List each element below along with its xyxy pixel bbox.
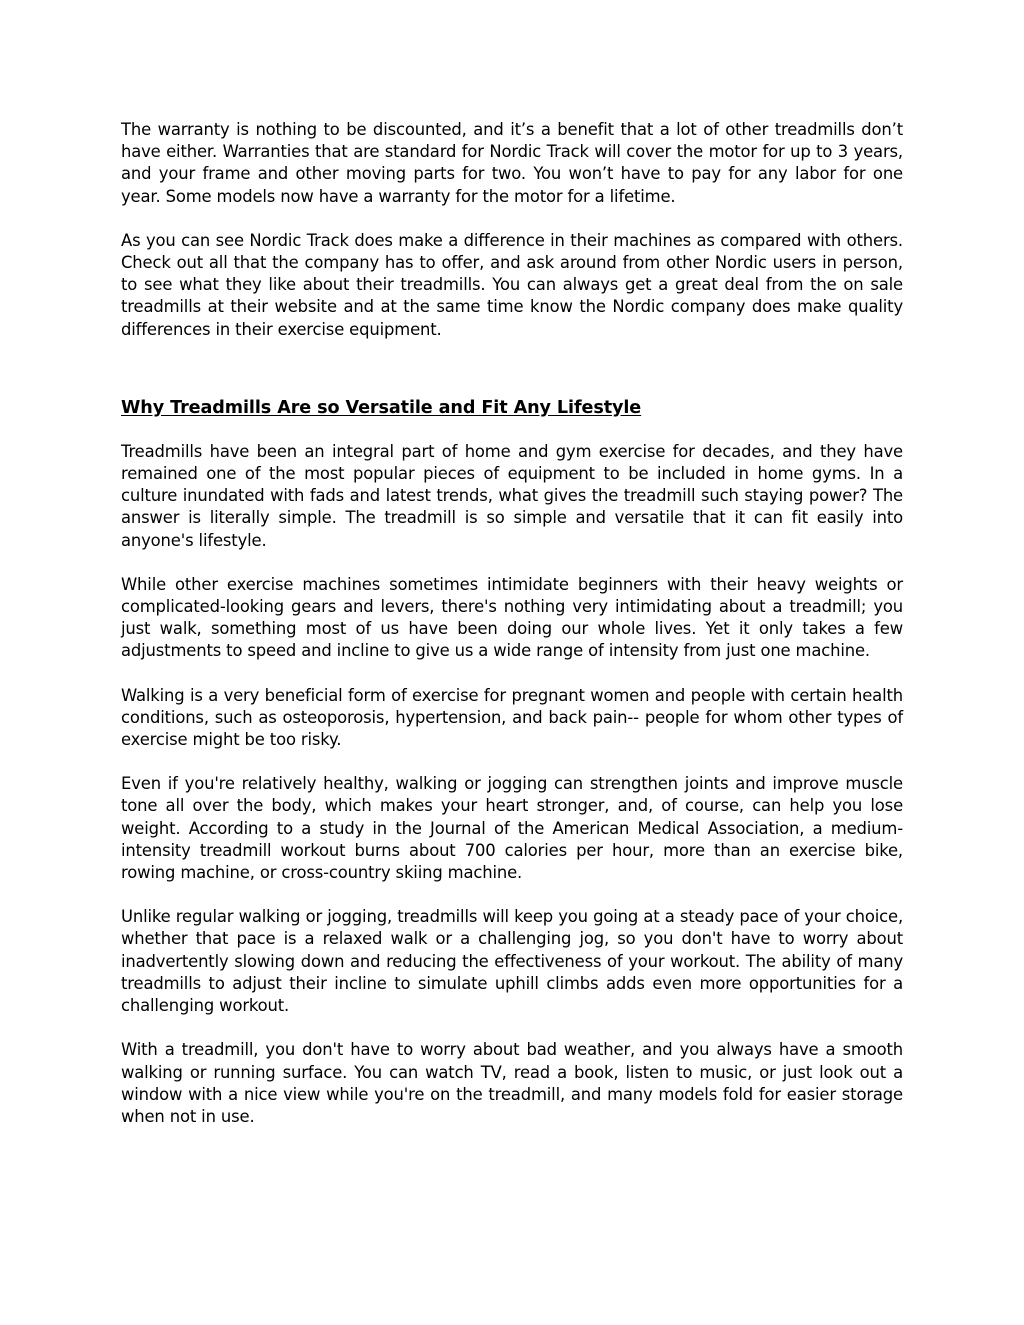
section-paragraph-5: Unlike regular walking or jogging, treadmills will keep you going at a steady pace of your choice, whether that pace is a relaxed walk or a challenging jog, so you don't have to worry about inadvertently slowing down and reducing the effectiveness of your workout. The ability of many treadmills to adjust their incline to simulate uphill climbs adds even more opportunities for a challenging workout. — [121, 907, 903, 1016]
section-paragraph-4: Even if you're relatively healthy, walking or jogging can strengthen joints and improve muscle tone all over the body, which makes your heart stronger, and, of course, can help you lose weight. According to a study in the Journal of the American Medical Association, a medium-intensity treadmill workout burns about 700 calories per hour, more than an exercise bike, rowing machine, or cross-country skiing machine. — [121, 774, 903, 883]
section-paragraph-6: With a treadmill, you don't have to worry about bad weather, and you always have a smooth walking or running surface. You can watch TV, read a book, listen to music, or just look out a window with a nice view while you're on the treadmill, and many models fold for easier storage when not in use. — [121, 1040, 903, 1126]
intro-paragraph-1: The warranty is nothing to be discounted, and it’s a benefit that a lot of other treadmills don’t have either. Warranties that are standard for Nordic Track will cover the motor for up to 3 years, and your frame and other moving parts for two. You won’t have to pay for any labor for one year. Some models now have a warranty for the motor for a lifetime. — [121, 120, 903, 206]
document-page — [121, 119, 903, 1150]
intro-paragraph-2: As you can see Nordic Track does make a difference in their machines as compared with others. Check out all that the company has to offer, and ask around from other Nordic users in person, to see what they like about their treadmills. You can always get a great deal from the on sale treadmills at their website and at the same time know the Nordic company does make quality differences in their exercise equipment. — [121, 230, 903, 339]
section-paragraph-3: Walking is a very beneficial form of exercise for pregnant women and people with certain health conditions, such as osteoporosis, hypertension, and back pain-- people for whom other types of exercise might be too risky. — [121, 685, 903, 750]
section-paragraph-1: Treadmills have been an integral part of home and gym exercise for decades, and they have remained one of the most popular pieces of equipment to be included in home gyms. In a culture inundated with fads and latest trends, what gives the treadmill such staying power? The answer is literally simple. The treadmill is so simple and versatile that it can fit easily into anyone's lifestyle. — [121, 441, 903, 550]
section-heading: Why Treadmills Are so Versatile and Fit Any Lifestyle — [121, 397, 642, 418]
section-paragraph-2: While other exercise machines sometimes intimidate beginners with their heavy weights or complicated-looking gears and levers, there's nothing very intimidating about a treadmill; you just walk, something most of us have been doing our whole lives. Yet it only takes a few adjustments to speed and incline to give us a wide range of intensity from just one machine. — [121, 574, 903, 661]
